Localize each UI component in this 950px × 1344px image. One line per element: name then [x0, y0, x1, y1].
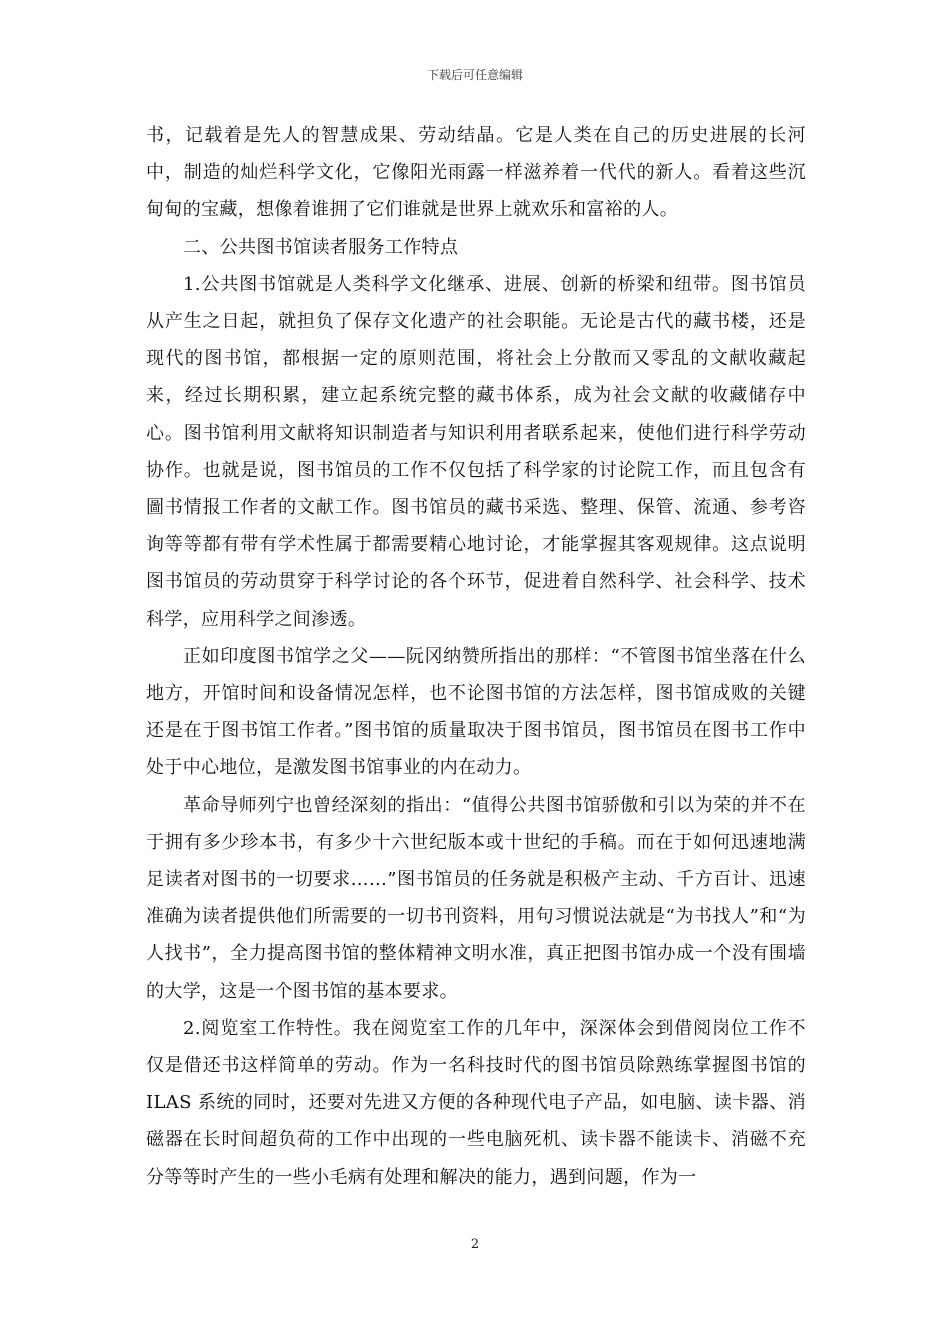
paragraph-continuation: 书，记载着是先人的智慧成果、劳动结晶。它是人类在自己的历史进展的长河中，制造的灿烂科学文化，它像阳光雨露一样滋养着一代代的新人。看着这些沉甸甸的宝藏，想像着谁拥了它们谁就是世界上就欢乐和富裕的人。: [146, 125, 806, 221]
section-heading: 二、公共图书馆读者服务工作特点: [183, 236, 459, 258]
page-number: 2: [470, 1237, 480, 1252]
paragraph-lenin-quote: 革命导师列宁也曾经深刻的指出：“值得公共图书馆骄傲和引以为荣的并不在于拥有多少珍本书，有多少十六世纪版本或十世纪的手稿。而在于如何迅速地满足读者对图书的一切要求……”图书馆员的任务就是积极产主动、千方百计、迅速准确为读者提供他们所需要的一切书刊资料，用句习惯说法就是“为书找人”和“为人找书”，全力提高图书馆的整体精神文明水准，真正把图书馆办成一个没有围墙的大学，这是一个图书馆的基本要求。: [146, 794, 806, 1002]
paragraph-ranganathan-quote: 正如印度图书馆学之父——阮冈纳赞所指出的那样：“不管图书馆坐落在什么地方，开馆时间和设备情况怎样，也不论图书馆的方法怎样，图书馆成败的关键还是在于图书馆工作者。”图书馆的质量取决于图书馆员，图书馆员在图书工作中处于中心地位，是激发图书馆事业的内在动力。: [146, 645, 806, 779]
document-body: [146, 117, 806, 1196]
paragraph-reading-room: 2.阅览室工作特性。我在阅览室工作的几年中，深深体会到借阅岗位工作不仅是借还书这样简单的劳动。作为一名科技时代的图书馆员除熟练掌握图书馆的 ILAS 系统的同时，还要对先进又方便的各种现代电子产品，如电脑、读卡器、消磁器在长时间超负荷的工作中出现的一些电脑死机、读卡器不能读卡、消磁不充分等等时产生的一些小毛病有处理和解决的能力，遇到问题，作为一: [146, 1017, 806, 1188]
page-header: 下载后可任意编辑: [426, 68, 523, 82]
paragraph-library-bridge: 1.公共图书馆就是人类科学文化继承、进展、创新的桥梁和纽带。图书馆员从产生之日起，就担负了保存文化遗产的社会职能。无论是古代的藏书楼，还是现代的图书馆，都根据一定的原则范围，将社会上分散而又零乱的文献收藏起来，经过长期积累，建立起系统完整的藏书体系，成为社会文献的收藏储存中心。图书馆利用文献将知识制造者与知识利用者联系起来，使他们进行科学劳动协作。也就是说，图书馆员的工作不仅包括了科学家的讨论院工作，而且包含有圖书情报工作者的文献工作。图书馆员的藏书采选、整理、保管、流通、参考咨询等等都有带有学术性属于都需要精心地讨论，才能掌握其客观规律。这点说明图书馆员的劳动贯穿于科学讨论的各个环节，促进着自然科学、社会科学、技术科学，应用科学之间渗透。: [146, 273, 806, 630]
